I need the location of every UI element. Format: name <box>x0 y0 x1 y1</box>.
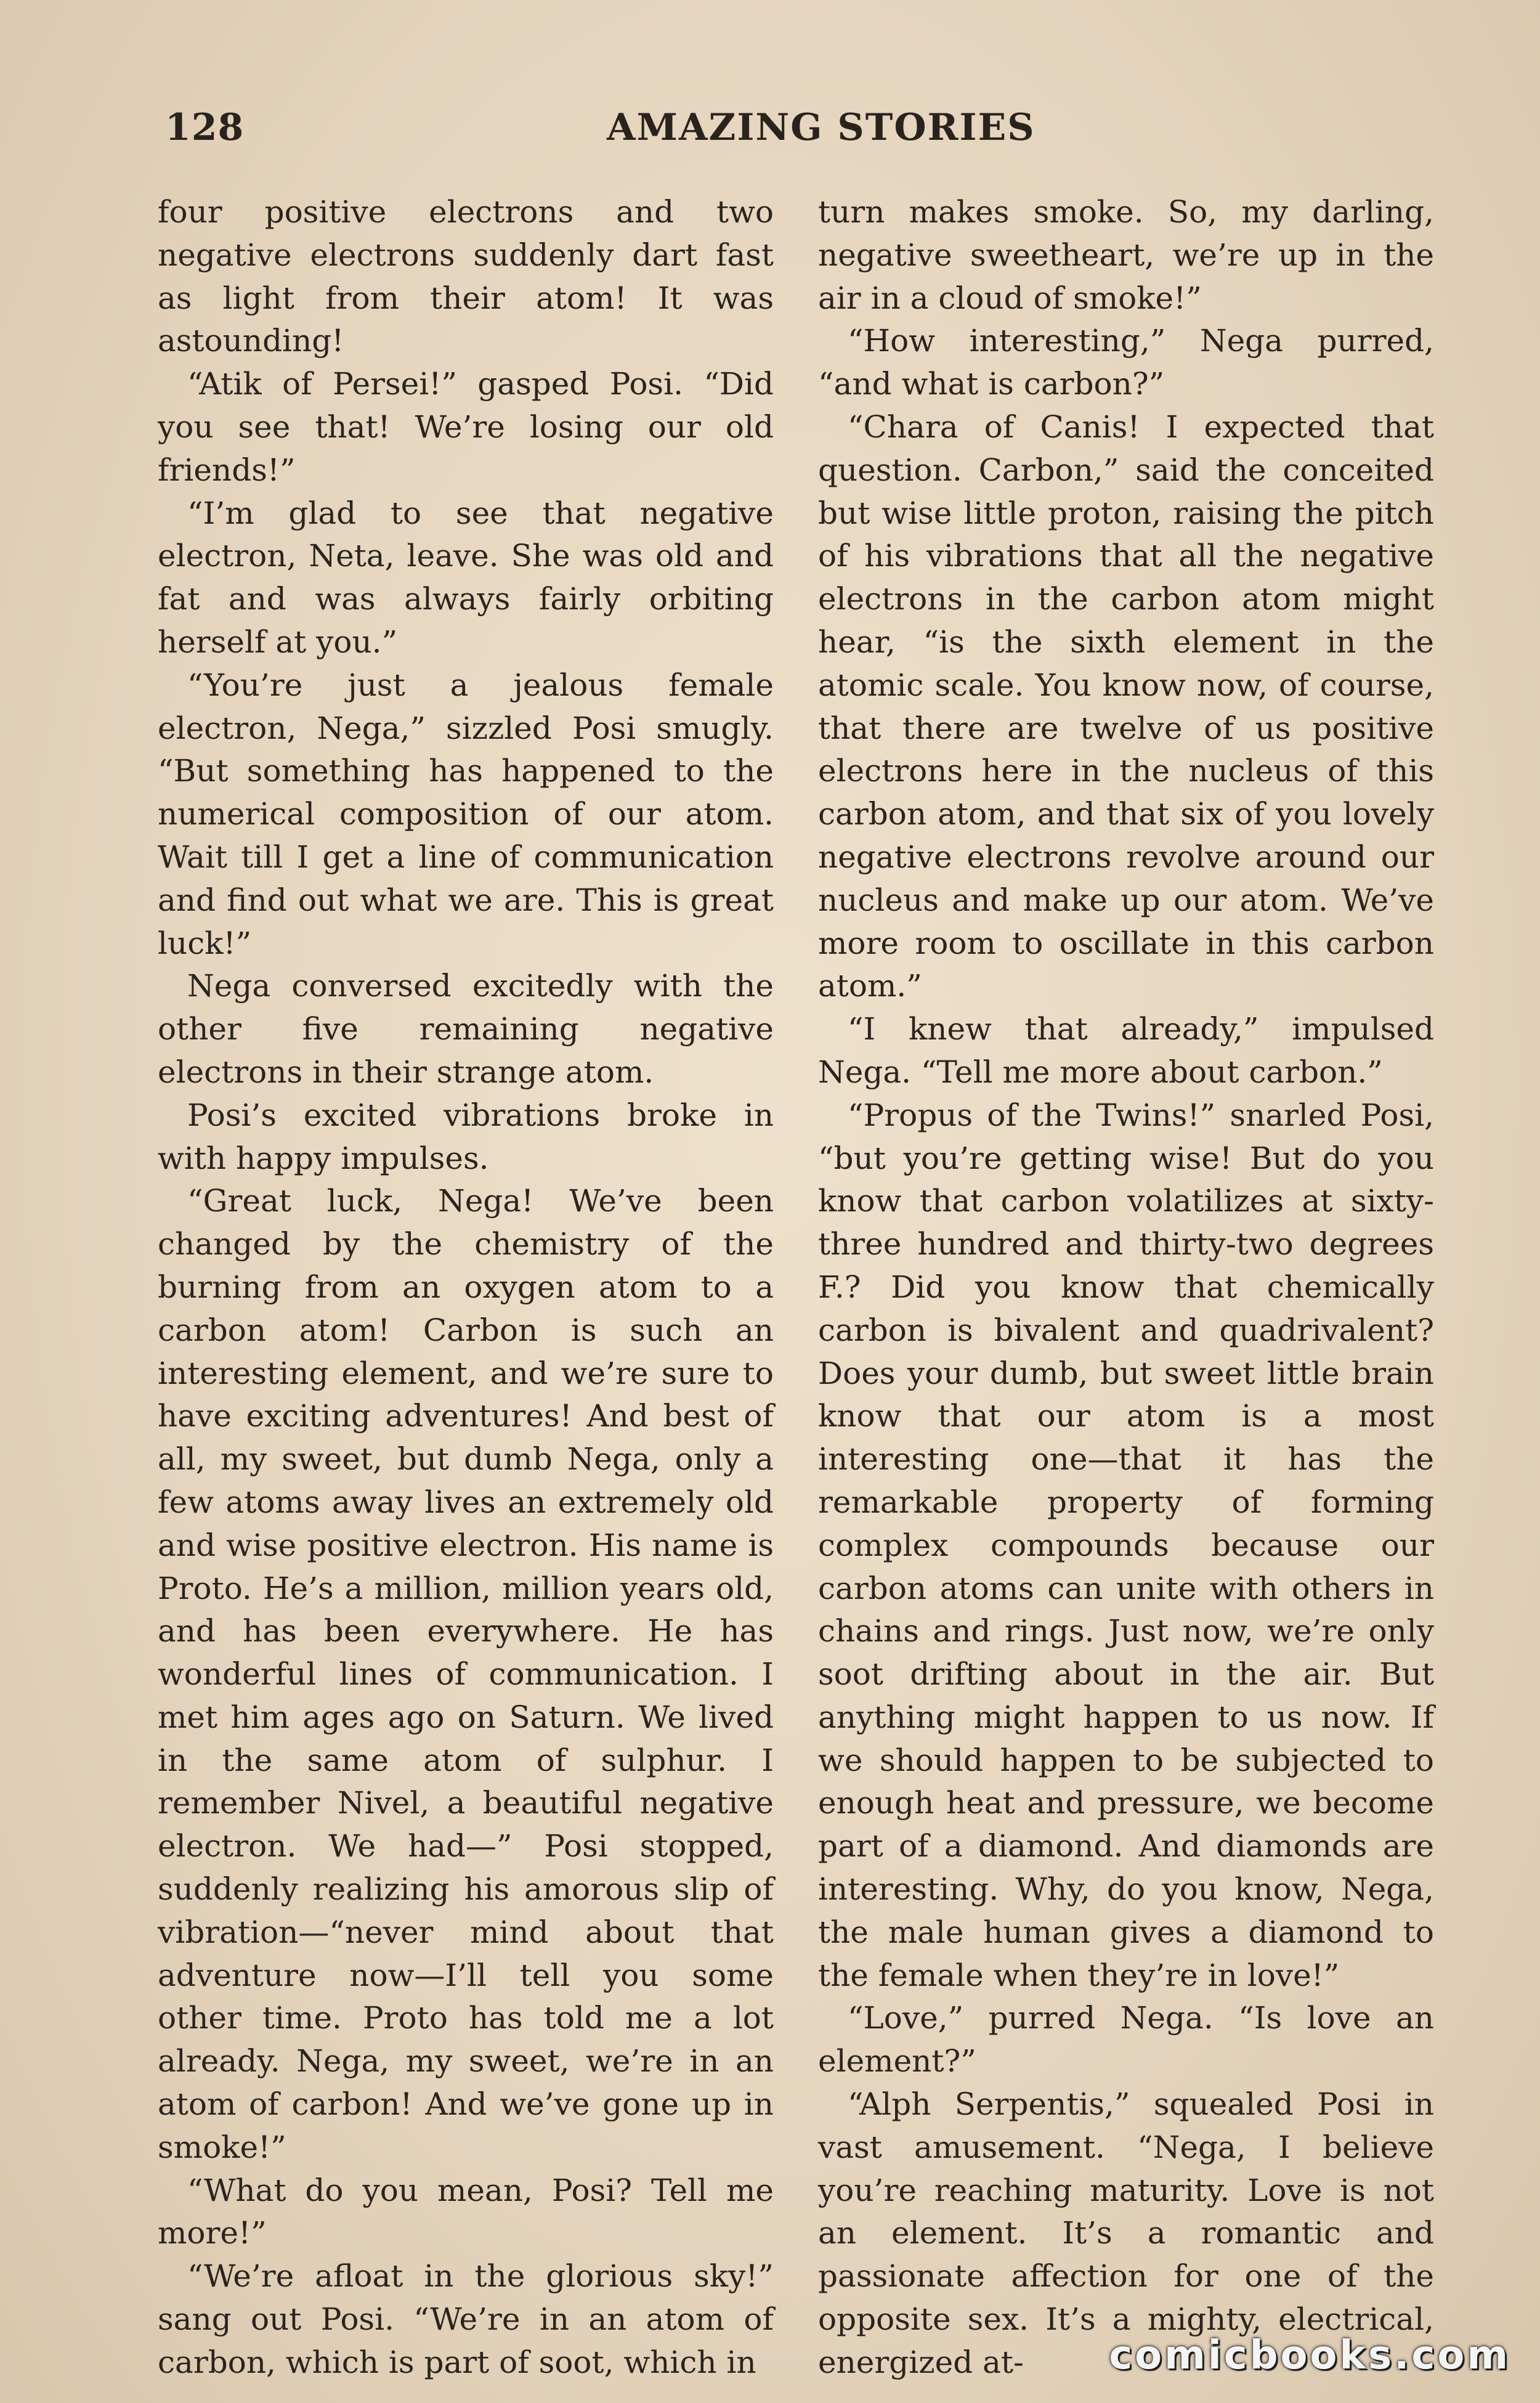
paragraph: “Alph Serpentis,” squealed Posi in vast amusement. “Nega, I believe you’re reaching maturity. Love is not an element. It’s a romantic and passionate affection for one of the opposite sex. It’s a mighty, electrical, energized at- <box>818 2086 1434 2380</box>
paragraph: Posi’s excited vibrations broke in with happy impulses. <box>158 1097 774 1176</box>
paragraph: “How interesting,” Nega purred, “and what is carbon?” <box>818 323 1434 402</box>
paragraph: turn makes smoke. So, my darling, negative sweetheart, we’re up in the air in a cloud of smoke!” <box>818 194 1434 316</box>
left-column <box>158 191 774 2385</box>
page-number: 128 <box>165 106 245 149</box>
paragraph: “What do you mean, Posi? Tell me more!” <box>158 2172 774 2251</box>
running-head: AMAZING STORIES <box>607 106 1035 149</box>
paragraph: Nega conversed excitedly with the other five remaining negative electrons in their strange atom. <box>158 968 774 1090</box>
paragraph: “Atik of Persei!” gasped Posi. “Did you see that! We’re losing our old friends!” <box>158 366 774 488</box>
paragraph: four positive electrons and two negative electrons suddenly dart fast as light from their atom! It was astounding! <box>158 194 774 359</box>
paragraph: “Great luck, Nega! We’ve been changed by the chemistry of the burning from an oxygen atom to a carbon atom! Carbon is such an interesting element, and we’re sure to have exciting adventures! And best of all, my sweet, but dumb Nega, only a few atoms away lives an extremely old and wise positive electron. His name is Proto. He’s a million, million years old, and has been everywhere. He has wonderful lines of communication. I met him ages ago on Saturn. We lived in the same atom of sulphur. I remember Nivel, a beautiful negative electron. We had—” Posi stopped, suddenly realizing his amorous slip of vibration—“never mind about that adventure now—I’ll tell you some other time. Proto has told me a lot already. Nega, my sweet, we’re in an atom of carbon! And we’ve gone up in smoke!” <box>158 1183 774 2165</box>
paragraph: “I knew that already,” impulsed Nega. “Tell me more about carbon.” <box>818 1011 1434 1090</box>
paragraph: “We’re afloat in the glorious sky!” sang out Posi. “We’re in an atom of carbon, which is part of soot, which in <box>158 2258 774 2380</box>
paragraph: “Propus of the Twins!” snarled Posi, “but you’re getting wise! But do you know that carbon volatilizes at sixty-three hundred and thirty-two degrees F.? Did you know that chemically carbon is bivalent and quadrivalent? Does your dumb, but sweet little brain know that our atom is a most interesting one—that it has the remarkable property of forming complex compounds because our carbon atoms can unite with others in chains and rings. Just now, we’re only soot drifting about in the air. But anything might happen to us now. If we should happen to be subjected to enough heat and pressure, we become part of a diamond. And diamonds are interesting. Why, do you know, Nega, the male human gives a diamond to the female when they’re in love!” <box>818 1097 1434 1993</box>
paragraph: “Love,” purred Nega. “Is love an element?” <box>818 2000 1434 2080</box>
paragraph: “I’m glad to see that negative electron, Neta, leave. She was old and fat and was always fairly orbiting herself at you.” <box>158 495 774 660</box>
paragraph: “Chara of Canis! I expected that question. Carbon,” said the conceited but wise little proton, raising the pitch of his vibrations that all the negative electrons in the carbon atom might hear, “is the sixth element in the atomic scale. You know now, of course, that there are twelve of us positive electrons here in the nucleus of this carbon atom, and that six of you lovely negative electrons revolve around our nucleus and make up our atom. We’ve more room to oscillate in this carbon atom.” <box>818 409 1434 1004</box>
right-column <box>818 191 1434 2385</box>
watermark: comicbooks.com <box>1109 2333 1510 2378</box>
paragraph: “You’re just a jealous female electron, Nega,” sizzled Posi smugly. “But something has happened to the numerical composition of our atom. Wait till I get a line of communication and find out what we are. This is great luck!” <box>158 667 774 961</box>
